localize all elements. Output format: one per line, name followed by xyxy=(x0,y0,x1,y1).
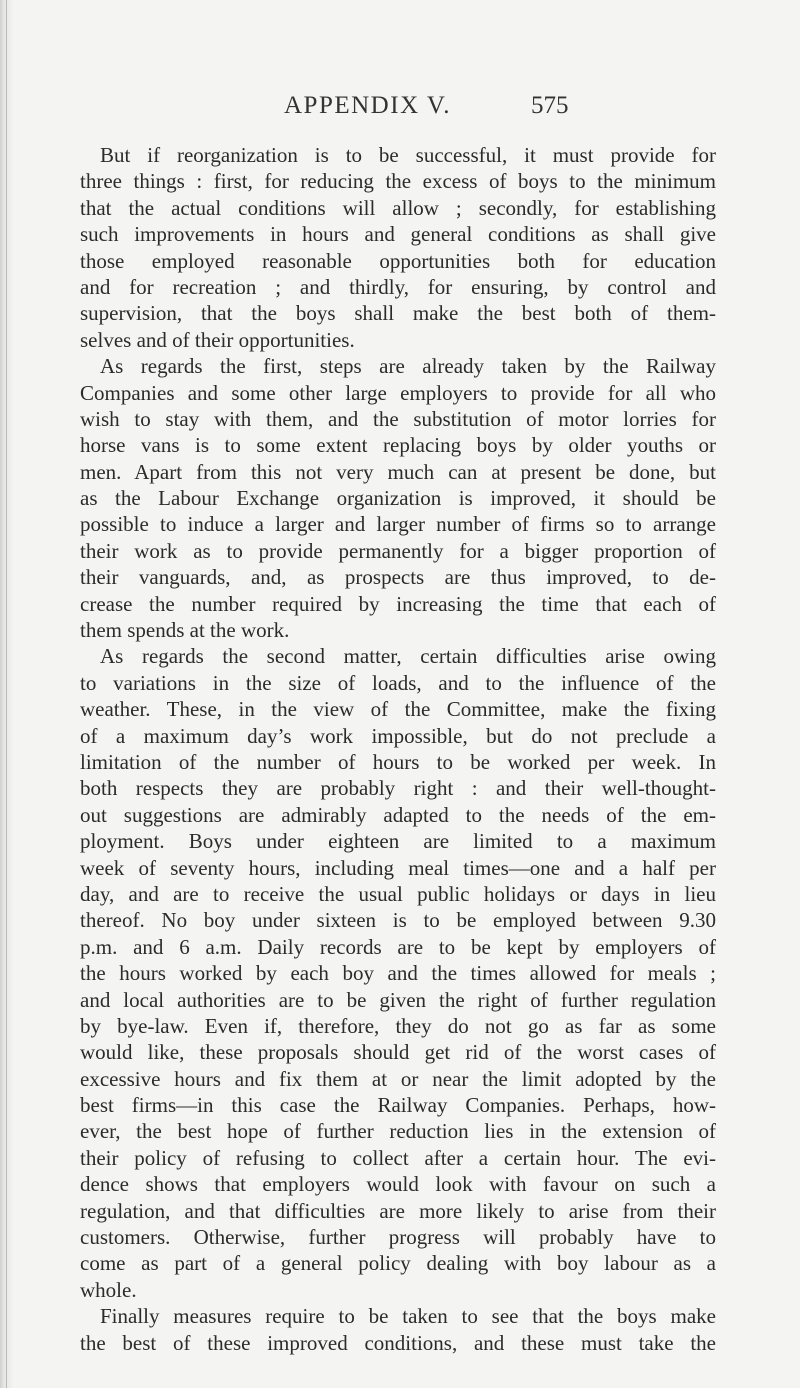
page-header xyxy=(0,92,800,132)
text-line: by bye-law. Even if, therefore, they do not go as far as some xyxy=(80,1013,716,1038)
text-line: of a maximum day’s work impossible, but do not preclude a xyxy=(80,723,716,748)
text-line: best firms—in this case the Railway Companies. Perhaps, how- xyxy=(80,1093,716,1118)
text-line: ployment. Boys under eighteen are limited to a maximum xyxy=(80,829,716,854)
text-line: customers. Otherwise, further progress will probably have to xyxy=(80,1225,716,1250)
text-line: and for recreation ; and thirdly, for ensuring, by control and xyxy=(80,274,716,299)
text-line: week of seventy hours, including meal times—one and a half per xyxy=(80,855,716,880)
text-line: their vanguards, and, as prospects are thus improved, to de- xyxy=(80,565,716,590)
text-line: come as part of a general policy dealing with boy labour as a xyxy=(80,1251,716,1276)
text-line: them spends at the work. xyxy=(80,618,290,643)
text-line: p.m. and 6 a.m. Daily records are to be kept by employers of xyxy=(80,934,716,959)
text-line: weather. These, in the view of the Committee, make the fixing xyxy=(80,697,716,722)
running-head: APPENDIX V. xyxy=(284,92,452,119)
text-line: limitation of the number of hours to be worked per week. In xyxy=(80,749,716,774)
text-line: supervision, that the boys shall make the best both of them- xyxy=(80,301,716,326)
text-line: dence shows that employers would look with favour on such a xyxy=(80,1172,716,1197)
text-line: whole. xyxy=(80,1277,137,1302)
text-line: selves and of their opportunities. xyxy=(80,327,355,352)
text-line: both respects they are probably right : and their well-thought- xyxy=(80,776,716,801)
text-line: crease the number required by increasing the time that each of xyxy=(80,591,716,616)
text-line: thereof. No boy under sixteen is to be employed between 9.30 xyxy=(80,908,716,933)
text-line: to variations in the size of loads, and to the influence of the xyxy=(80,670,716,695)
text-line: regulation, and that difficulties are more likely to arise from their xyxy=(80,1198,716,1223)
text-line: horse vans is to some extent replacing boys by older youths or xyxy=(80,433,716,458)
text-line: the best of these improved conditions, and these must take the xyxy=(80,1330,716,1355)
text-line: Companies and some other large employers to provide for all who xyxy=(80,380,716,405)
page-number: 575 xyxy=(531,92,569,119)
text-line: three things : first, for reducing the excess of boys to the minimum xyxy=(80,169,716,194)
text-line: But if reorganization is to be successful, it must provide for xyxy=(100,143,716,167)
text-line: out suggestions are admirably adapted to the needs of the em- xyxy=(80,802,716,827)
text-line: and local authorities are to be given the right of further regulation xyxy=(80,987,716,1012)
text-line: such improvements in hours and general conditions as shall give xyxy=(80,222,716,247)
text-line: excessive hours and fix them at or near the limit adopted by the xyxy=(80,1066,716,1091)
text-line: day, and are to receive the usual public holidays or days in lieu xyxy=(80,881,716,906)
text-line: Finally measures require to be taken to see that the boys make xyxy=(100,1304,716,1329)
text-line: men. Apart from this not very much can at present be done, but xyxy=(80,459,716,484)
body-text xyxy=(80,142,716,1356)
page-binding-edge xyxy=(0,0,14,1388)
text-line: wish to stay with them, and the substitution of motor lorries for xyxy=(80,406,716,431)
text-line: possible to induce a larger and larger number of firms so to arrange xyxy=(80,512,716,537)
text-line: those employed reasonable opportunities both for education xyxy=(80,248,716,273)
text-line: As regards the second matter, certain difficulties arise owing xyxy=(100,644,716,669)
text-line: As regards the first, steps are already taken by the Railway xyxy=(100,354,716,379)
text-line: their work as to provide permanently for a bigger proportion of xyxy=(80,538,716,563)
text-line: as the Labour Exchange organization is improved, it should be xyxy=(80,486,716,511)
text-line: would like, these proposals should get rid of the worst cases of xyxy=(80,1040,716,1065)
text-line: that the actual conditions will allow ; secondly, for establishing xyxy=(80,195,716,220)
text-line: the hours worked by each boy and the times allowed for meals ; xyxy=(80,961,716,986)
text-line: ever, the best hope of further reduction lies in the extension of xyxy=(80,1119,716,1144)
text-line: their policy of refusing to collect after a certain hour. The evi- xyxy=(80,1145,716,1170)
